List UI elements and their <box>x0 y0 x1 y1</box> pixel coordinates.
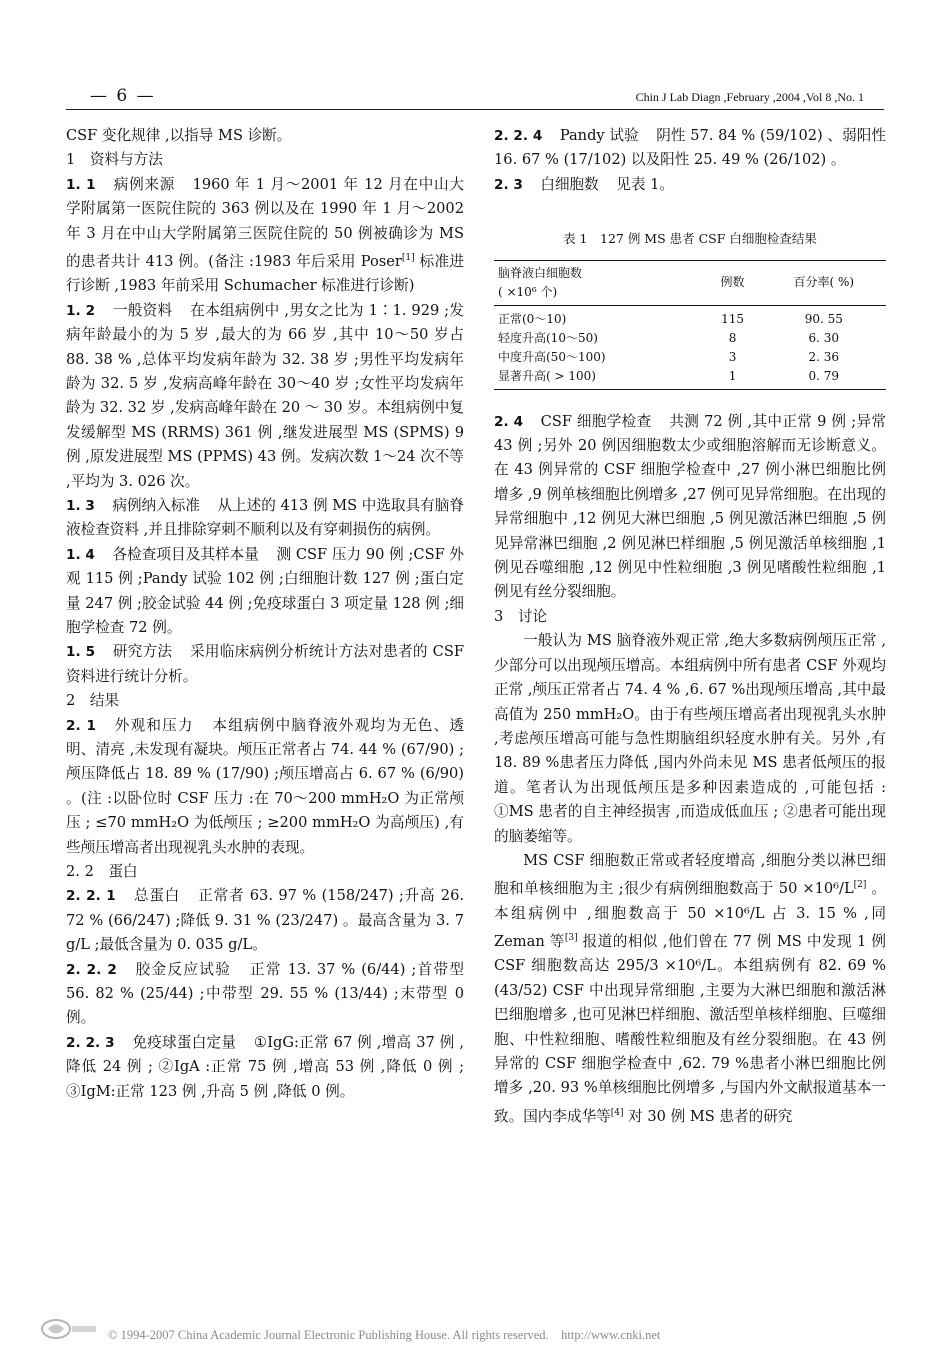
paragraph-intro-end: CSF 变化规律 ,以指导 MS 诊断。 <box>66 127 292 144</box>
subsection-1-3: 1. 3 病例纳入标准 从上述的 413 例 MS 中选取具有脑脊液检查资料 ,并且排除穿刺不顺利以及有穿刺损伤的病例。 <box>66 496 464 539</box>
subsection-2-2-1: 2. 2. 1 总蛋白 正常者 63. 97 % (158/247) ;升高 26. 72 % (66/247) ;降低 9. 31 % (23/247) 。最高含量为 3. 7 g/L ;最低含量为 0. 035 g/L。 <box>66 887 464 954</box>
subsection-2-4: 2. 4 CSF 细胞学检查 共测 72 例 ,其中正常 9 例 ;异常 43 例 ;另外 20 例因细胞数太少或细胞溶解而无诊断意义。在 43 例异常的 CSF 细胞学检查中 ,27 例小淋巴细胞比例增多 ,9 例单核细胞比例增多 ,27 例可见异常细胞。在出现的异常细胞中 ,12 例见大淋巴细胞 ,5 例见激活淋巴细胞 ,5 例见异常淋巴细胞 ,2 例见淋巴样细胞 ,5 例见激活单核细胞 ,1 例见吞噬细胞 ,12 例见中性粒细胞 ,3 例见嗜酸性粒细胞 ,1 例见有丝分裂细胞。 <box>494 412 886 601</box>
wbc-table <box>494 260 886 390</box>
right-column <box>494 124 886 1129</box>
subsection-1-2: 1. 2 一般资料 在本组病例中 ,男女之比为 1∶1. 929 ;发病年龄最小的为 5 岁 ,最大的为 66 岁 ,其中 10～50 岁占 88. 38 % ,总体平均发病年龄为 32. 38 岁 ;男性平均发病年龄为 32. 5 岁 ,发病高峰年龄在 30～40 岁 ;女性平均发病年龄为 32. 32 岁 ,发病高峰年龄在 20 ～ 30 岁。本组病例中复发缓解型 MS (RRMS) 361 例 ,继发进展型 MS (SPMS) 9 例 ,原发进展型 MS (PPMS) 43 例。发病次数 1～24 次不等 ,平均为 3. 026 次。 <box>66 301 464 490</box>
subsection-2-2-3: 2. 2. 3 免疫球蛋白定量 ①IgG:正常 67 例 ,增高 37 例 ,降低 24 例 ; ②IgA :正常 75 例 ,增高 53 例 ,降低 0 例 ; ③IgM:正常 123 例 ,升高 5 例 ,降低 0 例。 <box>66 1033 464 1100</box>
subsection-2-2-4: 2. 2. 4 Pandy 试验 阴性 57. 84 % (59/102) 、弱阳性 16. 67 % (17/102) 以及阳性 25. 49 % (26/102) 。 <box>494 127 886 169</box>
discussion-paragraph-2: MS CSF 细胞数正常或者轻度增高 ,细胞分类以淋巴细胞和单核细胞为主 ;很少有病例细胞数高于 50 ×10⁶/L[2] 。本组病例中 ,细胞数高于 50 ×10⁶/L 占 3. 15 % ,同 Zeman 等[3] 报道的相似 ,他们曾在 77 例 MS 中发现 1 例 CSF 细胞数高达 295/3 ×10⁶/L。本组病例有 82. 69 % (43/52) CSF 中出现异常细胞 ,主要为大淋巴细胞和激活淋巴细胞增多 ,也可见淋巴样细胞、激活型单核样细胞、巨噬细胞、中性粒细胞、嗜酸性粒细胞及有丝分裂细胞。在 43 例异常的 CSF 细胞学检查中 ,62. 79 %患者小淋巴细胞比例增多 ,20. 93 %单核细胞比例增多 ,与国内外文献报道基本一致。国内李成华等[4] 对 30 例 MS 患者的研究 <box>494 851 886 1125</box>
table-row: 显著升高( > 100) 1 0. 79 <box>494 367 886 390</box>
table-row: 正常(0～10) 115 90. 55 <box>498 311 843 326</box>
subsection-1-1: 1. 1 病例来源 1960 年 1 月～2001 年 12 月在中山大学附属第一医院住院的 363 例以及在 1990 年 1 月～2002 年 3 月在中山大学附属第三医院住院的 50 例被确诊为 MS 的患者共计 413 例。(备注 :1983 年后采用 Poser[1] 标准进行诊断 ,1983 年前采用 Schumacher 标准进行诊断) <box>66 175 464 295</box>
subsection-1-4: 1. 4 各检查项目及其样本量 测 CSF 压力 90 例 ;CSF 外观 115 例 ;Pandy 试验 102 例 ;白细胞计数 127 例 ;蛋白定量 247 例 ;胶金试验 44 例 ;免疫球蛋白 3 项定量 128 例 ;细胞学检查 72 例。 <box>66 545 464 636</box>
table-col-count: 例数 <box>720 275 745 290</box>
table-title: 表 1 127 例 MS 患者 CSF 白细胞检查结果 <box>563 231 817 247</box>
subsection-2-3: 2. 3 白细胞数 见表 1。 <box>494 175 674 193</box>
section-heading-2: 2 结果 <box>66 692 120 710</box>
table-header-row <box>494 260 886 305</box>
subsection-2-2: 2. 2 蛋白 <box>66 863 138 881</box>
cnki-logo-icon <box>40 1316 98 1342</box>
journal-citation: Chin J Lab Diagn ,February ,2004 ,Vol 8 ,No. 1 <box>635 90 864 104</box>
left-column <box>66 124 464 1104</box>
subsection-2-1: 2. 1 外观和压力 本组病例中脑脊液外观均为无色、透明、清亮 ,未发现有凝块。颅压正常者占 74. 44 % (67/90) ;颅压降低占 18. 89 % (17/90) ;颅压增高占 6. 67 % (6/90) 。(注 :以卧位时 CSF 压力 :在 70～200 mmH₂O 为正常颅压 ; ≤70 mmH₂O 为低颅压 ; ≥200 mmH₂O 为高颅压) ,有些颅压增高者出现视乳头水肿的表现。 <box>66 716 464 856</box>
header-rule <box>66 109 884 110</box>
section-heading-1: 1 资料与方法 <box>66 151 163 169</box>
subsection-1-5: 1. 5 研究方法 采用临床病例分析统计方法对患者的 CSF 资料进行统计分析。 <box>66 643 464 685</box>
table-row: 中度升高(50～100) 3 2. 36 <box>498 349 840 364</box>
subsection-2-2-2: 2. 2. 2 胶金反应试验 正常 13. 37 % (6/44) ;首带型 56. 82 % (25/44) ;中带型 29. 55 % (13/44) ;末带型 0 例。 <box>66 960 464 1027</box>
table-col-pct: 百分率( %) <box>793 275 855 290</box>
copyright-footer: © 1994-2007 China Academic Journal Electronic Publishing House. All rights reserved. http://www.cnki.net <box>108 1328 661 1342</box>
section-heading-3: 3 讨论 <box>494 607 548 625</box>
discussion-paragraph-1: 一般认为 MS 脑脊液外观正常 ,绝大多数病例颅压正常 ,少部分可以出现颅压增高。本组病例中所有患者 CSF 外观均正常 ,颅压正常者占 74. 4 % ,6. 67 %出现颅压增高 ,其中最高值为 250 mmH₂O。由于有些颅压增高者出现视乳头水肿 ,考虑颅压增高可能与急性期脑组织轻度水肿有关。另外 ,有 18. 89 %患者压力降低 ,国内外尚未见 MS 患者低颅压的报道。笔者认为出现低颅压是多种因素造成的 ,可能包括 : ①MS 患者的自主神经损害 ,而造成低血压 ; ②患者可能出现的脑萎缩等。 <box>494 632 886 845</box>
table-spacer <box>494 390 886 410</box>
table-row: 轻度升高(10～50) 8 6. 30 <box>498 330 840 345</box>
table-col-wbc: 脑脊液白细胞数 ( ×10⁶ 个) <box>498 265 583 299</box>
page-number: — 6 — <box>90 86 156 106</box>
